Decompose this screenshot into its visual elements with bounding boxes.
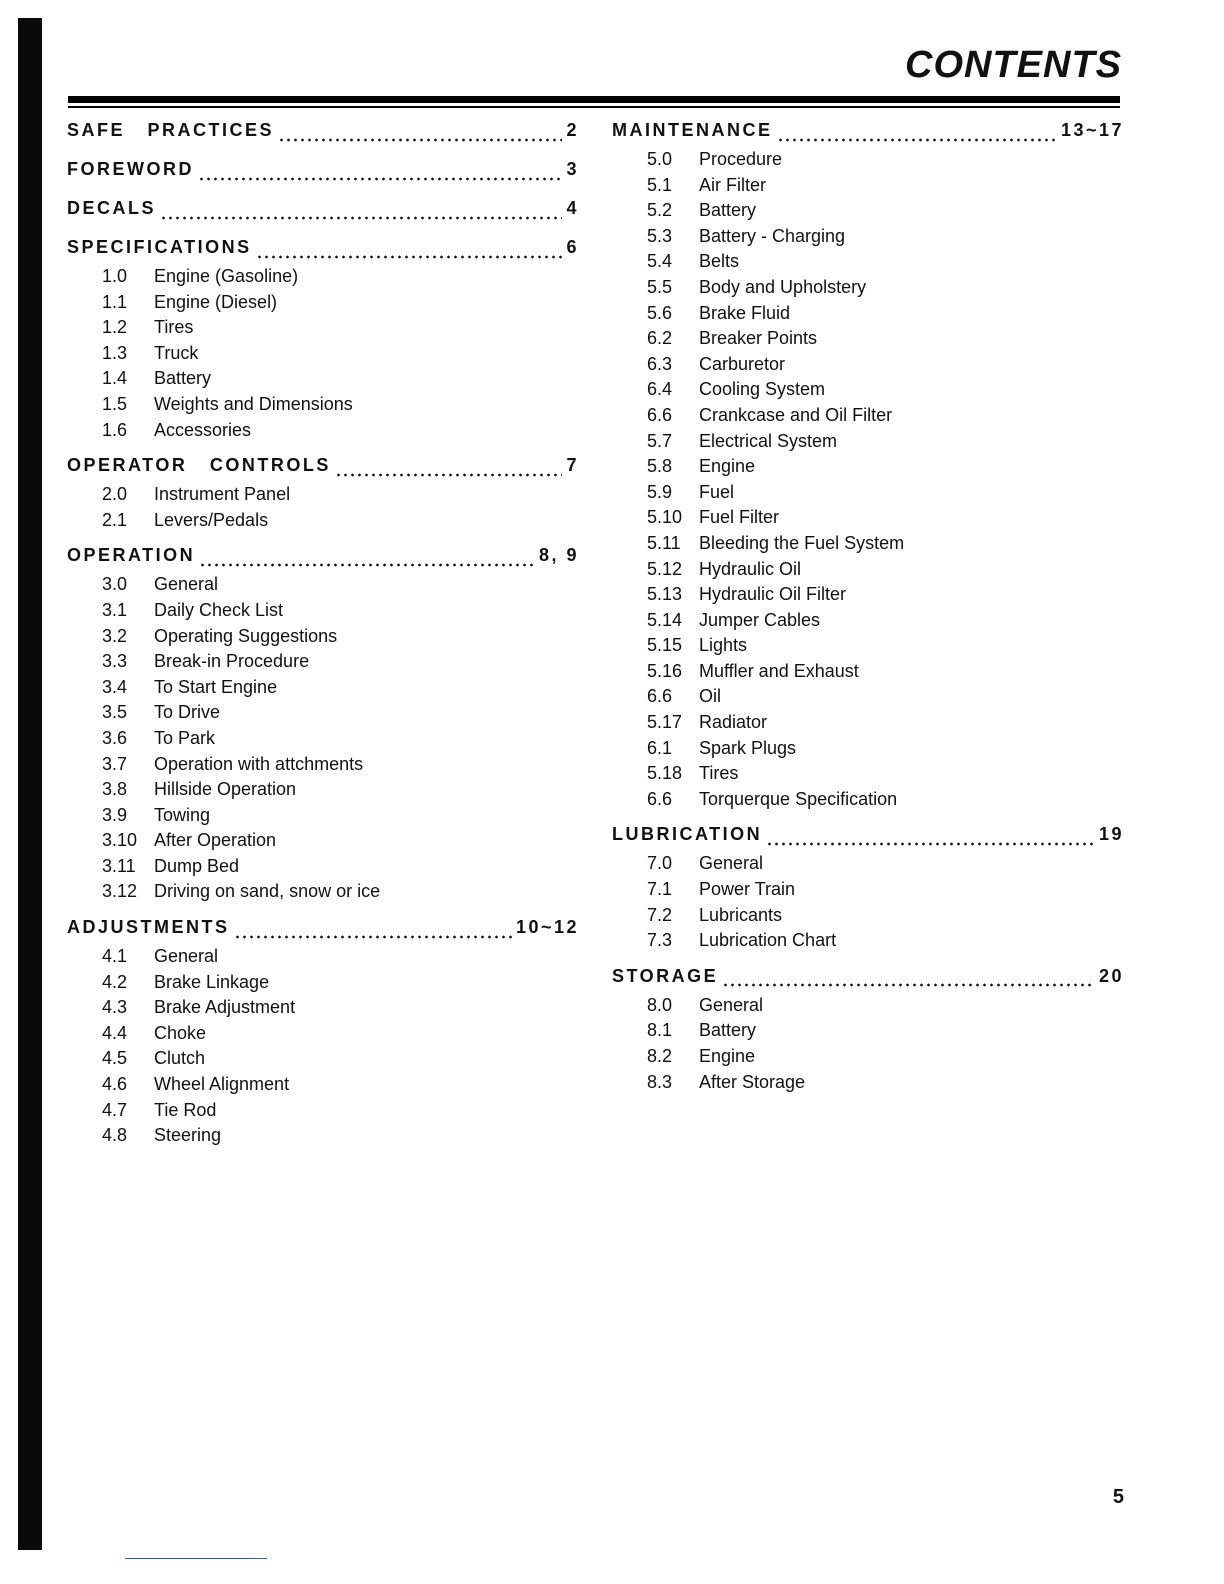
item-number: 3.11 xyxy=(102,855,136,876)
item-label: Muffler and Exhaust xyxy=(699,660,859,681)
toc-left-column xyxy=(67,120,579,1161)
toc-item[interactable] xyxy=(612,584,1124,610)
toc-item[interactable] xyxy=(67,805,579,831)
toc-item[interactable] xyxy=(67,574,579,600)
item-number: 6.4 xyxy=(647,379,673,400)
item-number: 4.7 xyxy=(102,1099,128,1120)
page-number: 5 xyxy=(1112,1486,1124,1508)
section-page-number: 6 xyxy=(566,237,579,257)
item-number: 3.10 xyxy=(102,830,138,851)
section-page-number: 4 xyxy=(566,198,579,218)
toc-item[interactable] xyxy=(612,686,1124,712)
item-label: Tires xyxy=(699,763,739,784)
section-title: FOREWORD xyxy=(67,159,194,179)
item-number: 1.5 xyxy=(102,393,128,414)
item-number: 4.3 xyxy=(102,997,128,1018)
item-number: 5.2 xyxy=(647,200,673,221)
item-label: Crankcase and Oil Filter xyxy=(699,404,893,425)
section-title: OPERATION xyxy=(67,545,196,566)
item-number: 3.6 xyxy=(102,727,128,748)
toc-item[interactable] xyxy=(612,763,1124,789)
toc-section-heading[interactable] xyxy=(67,237,579,266)
item-number: 6.6 xyxy=(647,686,673,707)
section-page-number: 8, 9 xyxy=(538,545,579,566)
toc-item[interactable] xyxy=(612,712,1124,738)
item-label: After Storage xyxy=(699,1071,806,1092)
toc-item[interactable] xyxy=(67,420,579,446)
item-number: 4.1 xyxy=(102,946,128,967)
item-number: 5.16 xyxy=(647,660,683,681)
item-number: 5.10 xyxy=(647,507,683,528)
item-label: Battery xyxy=(154,368,212,389)
item-label: Daily Check List xyxy=(154,599,284,620)
item-label: Spark Plugs xyxy=(699,737,797,758)
toc-section-heading[interactable] xyxy=(67,545,579,574)
section-page-number: 2 xyxy=(566,120,579,140)
dot-leader xyxy=(278,138,562,142)
toc-section-heading[interactable] xyxy=(67,159,579,188)
item-label: Brake Fluid xyxy=(699,302,791,323)
item-number: 1.6 xyxy=(102,419,128,440)
item-number: 3.3 xyxy=(102,651,128,672)
item-label: Tires xyxy=(154,317,194,338)
item-label: Tie Rod xyxy=(154,1099,217,1120)
item-number: 3.2 xyxy=(102,625,128,646)
section-page-number: 13~17 xyxy=(1060,120,1124,140)
toc-item[interactable] xyxy=(67,1023,579,1049)
item-label: To Drive xyxy=(154,702,221,723)
toc-section xyxy=(67,198,579,227)
item-label: Choke xyxy=(154,1022,207,1043)
item-label: Instrument Panel xyxy=(154,484,291,505)
section-page-number: 10~12 xyxy=(515,917,579,938)
item-label: Steering xyxy=(154,1125,222,1146)
item-number: 5.13 xyxy=(647,584,683,605)
toc-item[interactable] xyxy=(612,456,1124,482)
item-number: 5.0 xyxy=(647,149,673,169)
toc-item[interactable] xyxy=(67,626,579,652)
section-page-number: 19 xyxy=(1098,824,1124,845)
toc-item[interactable] xyxy=(612,303,1124,329)
footer-line xyxy=(125,1558,267,1559)
section-title: LUBRICATION xyxy=(612,824,763,845)
toc-item[interactable] xyxy=(67,484,579,510)
item-number: 7.0 xyxy=(647,853,673,874)
dot-leader xyxy=(256,255,563,259)
item-label: Brake Adjustment xyxy=(154,997,296,1018)
item-number: 5.14 xyxy=(647,609,683,630)
toc-item[interactable] xyxy=(612,226,1124,252)
toc-item[interactable] xyxy=(67,317,579,343)
section-title: ADJUSTMENTS xyxy=(67,917,230,938)
item-number: 4.8 xyxy=(102,1125,128,1146)
item-label: To Start Engine xyxy=(154,676,278,697)
toc-item[interactable] xyxy=(612,354,1124,380)
item-label: Lubrication Chart xyxy=(699,930,837,951)
item-number: 3.9 xyxy=(102,804,128,825)
item-number: 3.5 xyxy=(102,702,128,723)
item-number: 5.5 xyxy=(647,276,673,297)
item-label: Fuel Filter xyxy=(699,507,780,528)
item-number: 8.2 xyxy=(647,1046,673,1066)
dot-leader xyxy=(766,842,1095,846)
toc-item[interactable] xyxy=(612,379,1124,405)
binding-bar xyxy=(18,18,42,1550)
toc-section xyxy=(612,824,1124,955)
toc-item[interactable] xyxy=(67,510,579,536)
toc-section-heading[interactable] xyxy=(612,966,1124,995)
section-page-number: 3 xyxy=(566,159,579,179)
item-label: Cooling System xyxy=(699,379,826,400)
item-label: General xyxy=(699,853,764,874)
toc-section-heading[interactable] xyxy=(67,917,579,946)
section-title: SPECIFICATIONS xyxy=(67,237,252,257)
item-label: Body and Upholstery xyxy=(699,276,867,297)
item-label: Weights and Dimensions xyxy=(154,393,353,414)
toc-item[interactable] xyxy=(612,635,1124,661)
item-number: 7.1 xyxy=(647,879,673,900)
item-label: Oil xyxy=(699,686,721,707)
item-label: Air Filter xyxy=(699,174,766,195)
toc-item[interactable] xyxy=(67,266,579,292)
item-label: Levers/Pedals xyxy=(154,509,269,530)
toc-item[interactable] xyxy=(612,610,1124,636)
dot-leader xyxy=(160,216,562,220)
section-title: STORAGE xyxy=(612,965,719,986)
toc-item[interactable] xyxy=(67,754,579,780)
item-label: Electrical System xyxy=(699,430,838,451)
item-number: 6.6 xyxy=(647,404,673,425)
toc-item[interactable] xyxy=(612,251,1124,277)
dot-leader xyxy=(198,177,562,181)
toc-section xyxy=(67,917,579,1151)
item-label: Lubricants xyxy=(699,904,783,925)
toc-item[interactable] xyxy=(67,728,579,754)
toc-item[interactable] xyxy=(612,853,1124,879)
toc-section xyxy=(67,159,579,188)
toc-section xyxy=(67,237,579,445)
item-number: 6.1 xyxy=(647,737,673,758)
item-label: Jumper Cables xyxy=(699,609,821,630)
toc-item[interactable] xyxy=(67,946,579,972)
item-label: Radiator xyxy=(699,712,768,733)
toc-item[interactable] xyxy=(612,533,1124,559)
toc-item[interactable] xyxy=(612,175,1124,201)
item-number: 7.2 xyxy=(647,904,673,925)
item-number: 5.18 xyxy=(647,763,683,784)
toc-item[interactable] xyxy=(612,930,1124,956)
item-label: Hillside Operation xyxy=(154,779,297,800)
item-label: Engine (Gasoline) xyxy=(154,266,299,286)
section-title: OPERATOR CONTROLS xyxy=(67,455,331,476)
item-label: General xyxy=(154,946,219,967)
item-number: 7.3 xyxy=(647,930,673,951)
toc-item[interactable] xyxy=(612,1020,1124,1046)
toc-section-heading[interactable] xyxy=(67,120,579,149)
toc-item[interactable] xyxy=(612,482,1124,508)
item-number: 4.5 xyxy=(102,1048,128,1069)
toc-item[interactable] xyxy=(612,789,1124,815)
item-label: Break-in Procedure xyxy=(154,651,310,672)
toc-item[interactable] xyxy=(612,661,1124,687)
toc-item[interactable] xyxy=(612,507,1124,533)
item-number: 3.0 xyxy=(102,574,128,595)
section-title: SAFE PRACTICES xyxy=(67,120,275,140)
item-number: 5.3 xyxy=(647,225,673,246)
toc-item[interactable] xyxy=(612,905,1124,931)
toc-section xyxy=(67,455,579,535)
item-label: Power Train xyxy=(699,879,796,900)
item-number: 5.9 xyxy=(647,481,673,502)
item-number: 4.2 xyxy=(102,971,128,992)
item-label: After Operation xyxy=(154,830,277,851)
toc-item[interactable] xyxy=(612,559,1124,585)
toc-item[interactable] xyxy=(67,368,579,394)
item-label: Engine (Diesel) xyxy=(154,291,278,312)
toc-item[interactable] xyxy=(67,779,579,805)
title-rule-thin xyxy=(68,106,1120,108)
item-number: 5.1 xyxy=(647,174,673,195)
item-label: General xyxy=(699,994,764,1015)
toc-item[interactable] xyxy=(612,995,1124,1021)
item-number: 6.6 xyxy=(647,788,673,809)
dot-leader xyxy=(777,138,1057,142)
toc-item[interactable] xyxy=(67,830,579,856)
item-number: 6.2 xyxy=(647,328,673,349)
item-number: 3.1 xyxy=(102,599,128,620)
toc-item[interactable] xyxy=(67,1100,579,1126)
toc-item[interactable] xyxy=(67,677,579,703)
item-number: 8.1 xyxy=(647,1020,673,1041)
item-label: Accessories xyxy=(154,419,252,440)
item-number: 4.6 xyxy=(102,1074,128,1095)
toc-section-heading[interactable] xyxy=(67,455,579,484)
item-label: To Park xyxy=(154,727,216,748)
toc-item[interactable] xyxy=(67,651,579,677)
toc-item[interactable] xyxy=(612,405,1124,431)
toc-item[interactable] xyxy=(612,277,1124,303)
item-number: 5.7 xyxy=(647,430,673,451)
dot-leader xyxy=(722,983,1095,987)
item-label: Procedure xyxy=(699,149,783,169)
toc-item[interactable] xyxy=(67,972,579,998)
item-label: Engine xyxy=(699,1046,756,1066)
item-number: 5.12 xyxy=(647,558,683,579)
item-number: 5.17 xyxy=(647,712,683,733)
item-label: Battery - Charging xyxy=(699,225,846,246)
item-number: 5.11 xyxy=(647,532,681,553)
section-page-number: 20 xyxy=(1098,965,1124,986)
page-title: CONTENTS xyxy=(905,44,1122,86)
toc-section-heading[interactable] xyxy=(612,120,1124,149)
item-label: Wheel Alignment xyxy=(154,1074,290,1095)
item-number: 4.4 xyxy=(102,1022,128,1043)
toc-item[interactable] xyxy=(67,856,579,882)
toc-item[interactable] xyxy=(67,292,579,318)
item-number: 1.4 xyxy=(102,368,128,389)
toc-item[interactable] xyxy=(612,200,1124,226)
dot-leader xyxy=(234,935,512,939)
toc-item[interactable] xyxy=(67,600,579,626)
toc-item[interactable] xyxy=(67,343,579,369)
item-label: Clutch xyxy=(154,1048,206,1069)
item-label: Fuel xyxy=(699,481,735,502)
item-label: Battery xyxy=(699,200,757,221)
item-number: 2.0 xyxy=(102,484,128,505)
item-number: 3.12 xyxy=(102,881,138,902)
item-number: 8.0 xyxy=(647,994,673,1015)
item-number: 3.8 xyxy=(102,779,128,800)
toc-section xyxy=(612,120,1124,814)
toc-item[interactable] xyxy=(612,328,1124,354)
section-page-number: 7 xyxy=(566,455,579,476)
item-number: 6.3 xyxy=(647,353,673,374)
title-rule-thick xyxy=(68,96,1120,103)
toc-item[interactable] xyxy=(67,702,579,728)
item-number: 1.1 xyxy=(102,291,128,312)
item-label: Truck xyxy=(154,342,199,363)
toc-item[interactable] xyxy=(612,879,1124,905)
item-label: Dump Bed xyxy=(154,855,240,876)
item-label: Carburetor xyxy=(699,353,786,374)
toc-section xyxy=(67,545,579,907)
item-number: 5.4 xyxy=(647,251,673,272)
dot-leader xyxy=(199,563,535,567)
item-label: Operation with attchments xyxy=(154,753,364,774)
toc-item[interactable] xyxy=(612,149,1124,175)
toc-section xyxy=(612,966,1124,1097)
toc-right-column xyxy=(612,120,1124,1107)
item-label: Towing xyxy=(154,804,211,825)
item-label: Hydraulic Oil xyxy=(699,558,802,579)
toc-item[interactable] xyxy=(67,394,579,420)
toc-item[interactable] xyxy=(612,1046,1124,1072)
toc-section-heading[interactable] xyxy=(612,824,1124,853)
item-number: 5.8 xyxy=(647,456,673,477)
toc-item[interactable] xyxy=(612,431,1124,457)
item-label: Driving on sand, snow or ice xyxy=(154,881,381,902)
item-label: Operating Suggestions xyxy=(154,625,338,646)
item-number: 1.2 xyxy=(102,317,128,338)
item-label: Belts xyxy=(699,251,740,272)
item-label: Battery xyxy=(699,1020,757,1041)
toc-item[interactable] xyxy=(67,997,579,1023)
item-number: 5.15 xyxy=(647,635,683,656)
toc-section-heading[interactable] xyxy=(67,198,579,227)
toc-item[interactable] xyxy=(612,1072,1124,1098)
item-number: 1.0 xyxy=(102,266,128,286)
item-number: 5.6 xyxy=(647,302,673,323)
item-number: 2.1 xyxy=(102,509,128,530)
item-number: 3.7 xyxy=(102,753,128,774)
item-label: Torquerque Specification xyxy=(699,788,898,809)
toc-item[interactable] xyxy=(67,1048,579,1074)
toc-item[interactable] xyxy=(612,738,1124,764)
toc-item[interactable] xyxy=(67,1125,579,1151)
item-label: Lights xyxy=(699,635,748,656)
item-label: Breaker Points xyxy=(699,328,818,349)
section-title: DECALS xyxy=(67,198,157,218)
item-label: Bleeding the Fuel System xyxy=(699,532,905,553)
item-number: 8.3 xyxy=(647,1071,673,1092)
item-label: General xyxy=(154,574,219,595)
toc-item[interactable] xyxy=(67,881,579,907)
section-title: MAINTENANCE xyxy=(612,120,773,140)
item-label: Engine xyxy=(699,456,756,477)
item-label: Brake Linkage xyxy=(154,971,270,992)
dot-leader xyxy=(335,473,563,477)
toc-section xyxy=(67,120,579,149)
item-number: 1.3 xyxy=(102,342,128,363)
item-label: Hydraulic Oil Filter xyxy=(699,584,847,605)
item-number: 3.4 xyxy=(102,676,128,697)
toc-item[interactable] xyxy=(67,1074,579,1100)
